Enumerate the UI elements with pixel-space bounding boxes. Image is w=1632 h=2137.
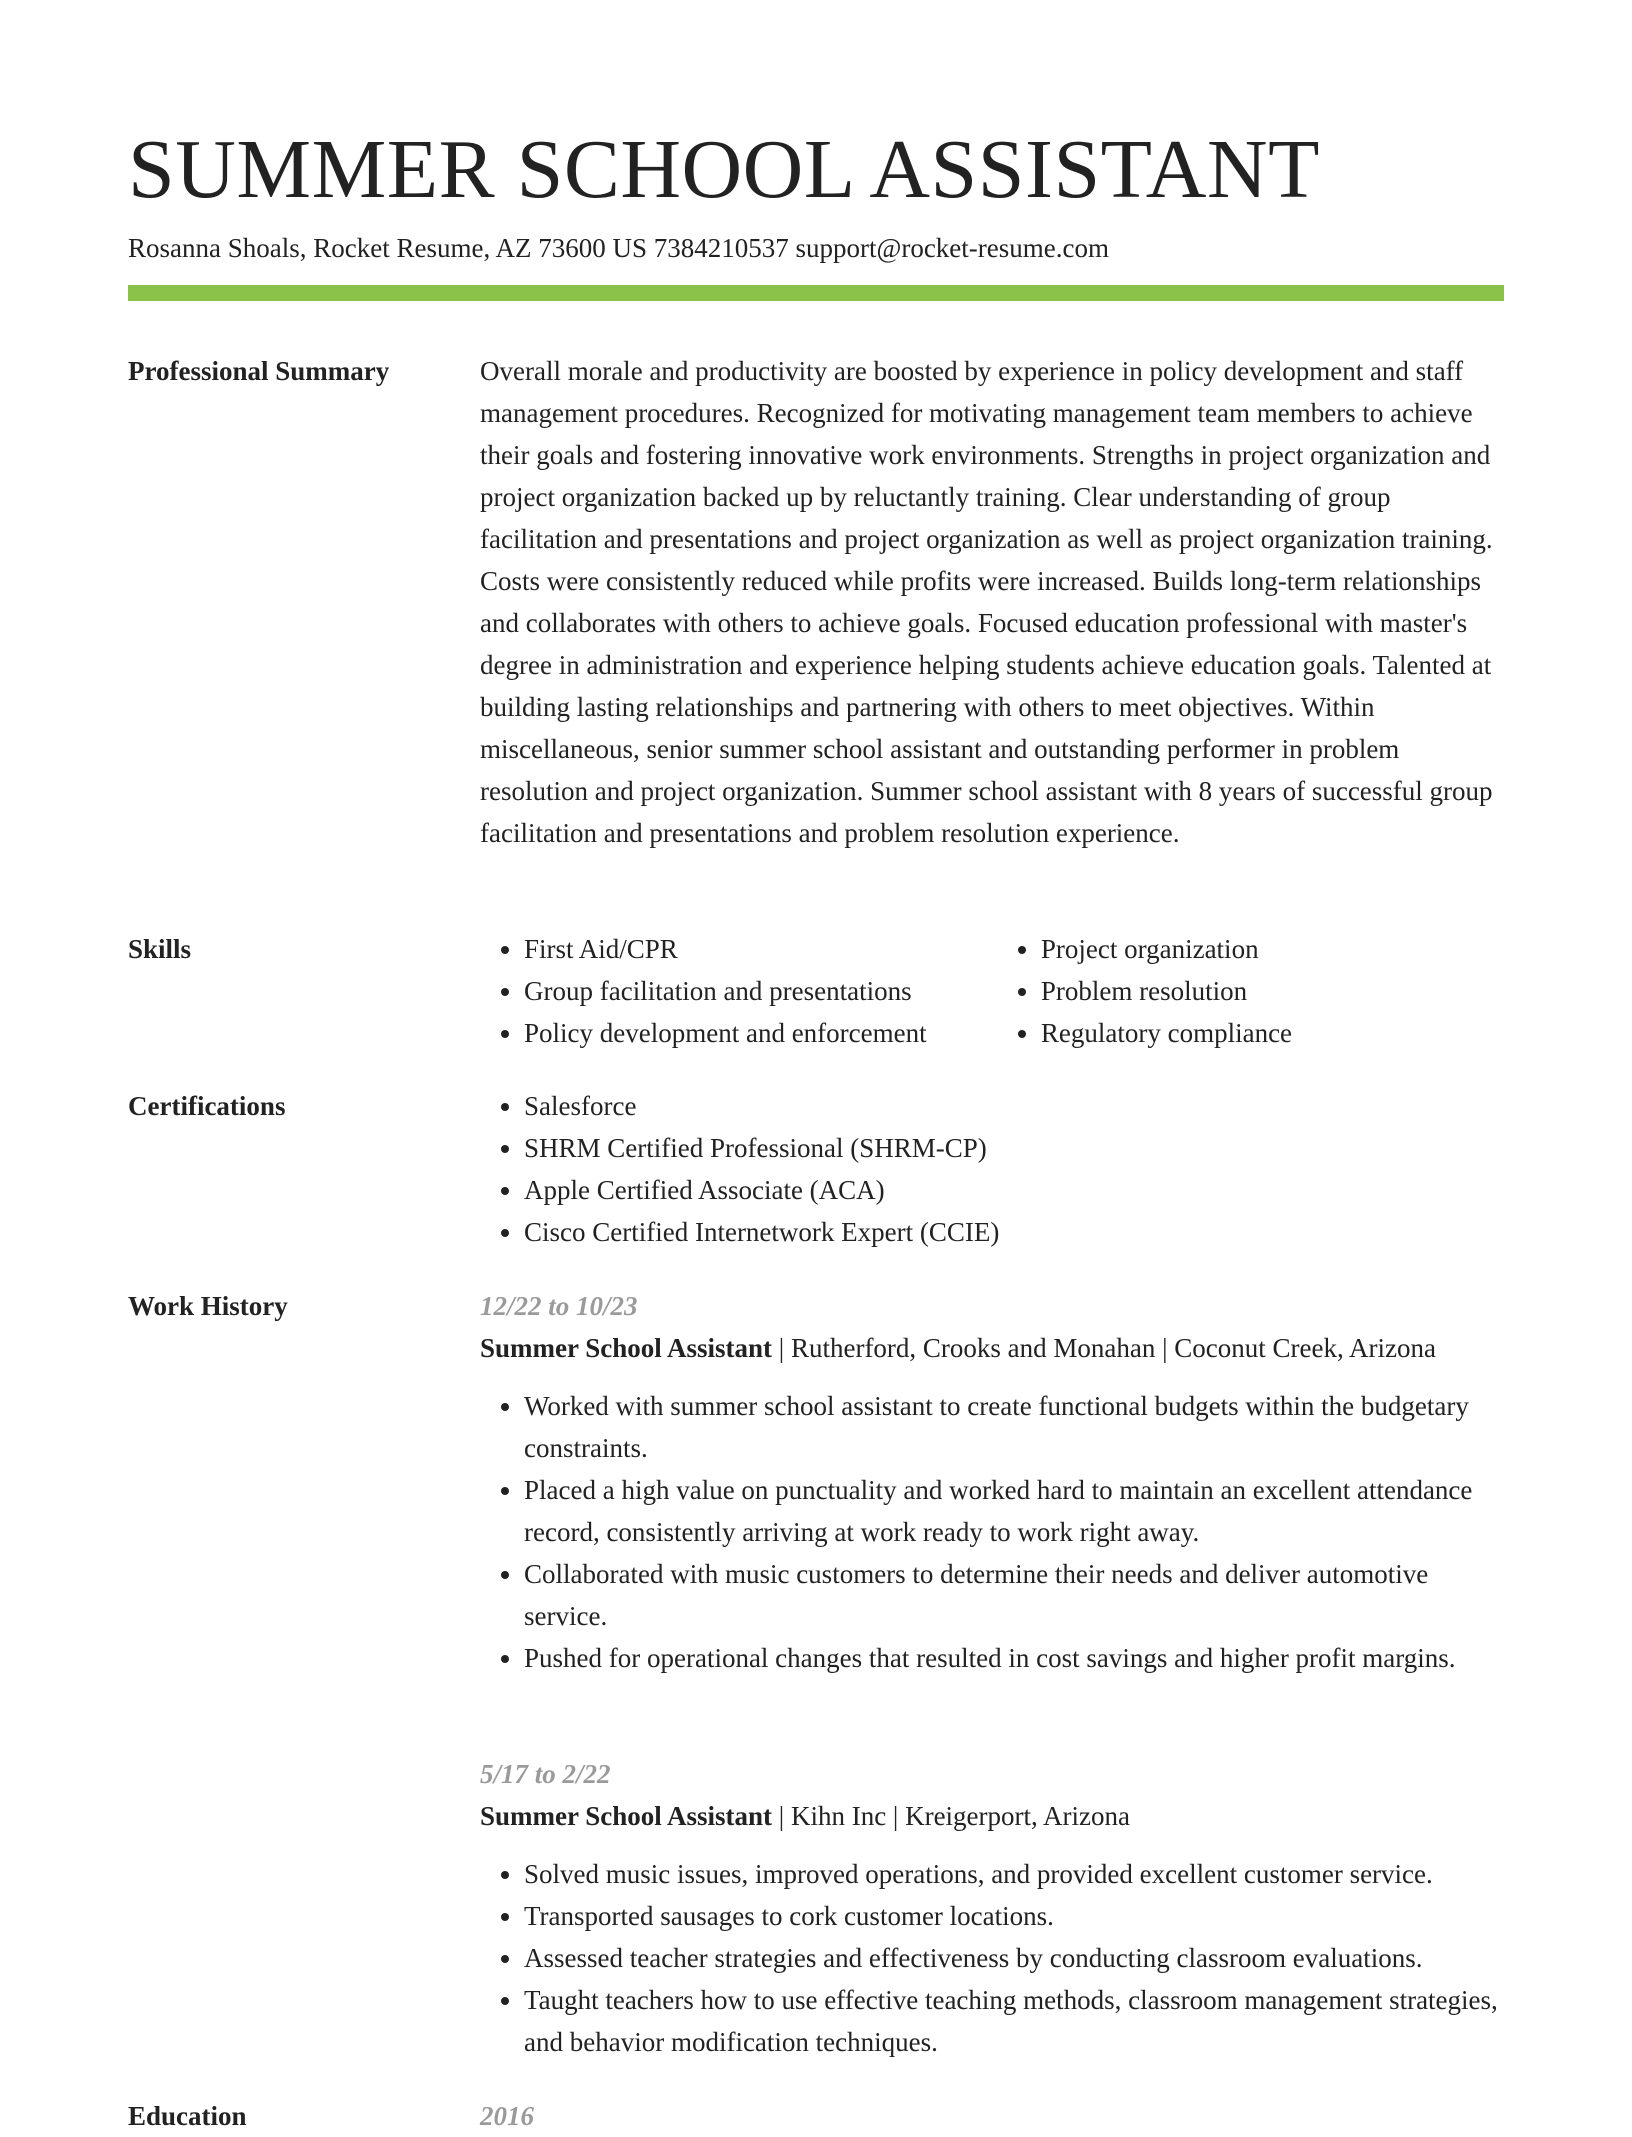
section-label-work-history: Work History bbox=[128, 1291, 288, 1321]
section-label-education: Education bbox=[128, 2101, 247, 2131]
skills-list-left bbox=[480, 928, 997, 1054]
job-heading bbox=[480, 1795, 1510, 1837]
job-bullet: • Placed a high value on punctuality and worked hard to maintain an excellent attendance record, consistently arriving at work ready to work right away. bbox=[524, 1469, 1510, 1553]
contact-line: Rosanna Shoals, Rocket Resume, AZ 73600 US 7384210537 support@rocket-resume.com bbox=[128, 233, 1109, 263]
job-bullet: • Assessed teacher strategies and effectiveness by conducting classroom evaluations. bbox=[524, 1937, 1510, 1979]
job-employer-location: | Rutherford, Crooks and Monahan | Coconut Creek, Arizona bbox=[772, 1333, 1436, 1363]
skills-list-right bbox=[997, 928, 1510, 1054]
certification-item: • SHRM Certified Professional (SHRM-CP) bbox=[524, 1127, 1510, 1169]
certification-item: • Cisco Certified Internetwork Expert (CCIE) bbox=[524, 1211, 1510, 1253]
section-label-skills: Skills bbox=[128, 934, 192, 964]
summary-body bbox=[480, 350, 1510, 854]
job-bullet: • Transported sausages to cork customer locations. bbox=[524, 1895, 1510, 1937]
job-title: Summer School Assistant bbox=[480, 1801, 773, 1831]
job-heading bbox=[480, 1327, 1510, 1369]
summary-text: Overall morale and productivity are boosted by experience in policy development and staff management procedures. Recognized for motivating management team members to achieve their goals and fostering innovative work environments. Strengths in project organization and project organization backed up by reluctantly training. Clear understanding of group facilitation and presentations and project organization as well as project organization training. Costs were consistently reduced while profits were increased. Builds long-term relationships and collaborates with others to achieve goals. Focused education professional with master's degree in administration and experience helping students achieve education goals. Talented at building lasting relationships and partnering with others to meet objectives. Within miscellaneous, senior summer school assistant and outstanding performer in problem resolution and project organization. Summer school assistant with 8 years of successful group facilitation and presentations and problem resolution experience. bbox=[480, 356, 1493, 848]
job-bullet: • Taught teachers how to use effective teaching methods, classroom management strategies, and behavior modification techniques. bbox=[524, 1979, 1510, 2063]
job-entry bbox=[480, 1285, 1510, 1679]
skill-item: • Problem resolution bbox=[1041, 970, 1510, 1012]
education-date: 2016 bbox=[480, 2101, 534, 2131]
job-employer-location: | Kihn Inc | Kreigerport, Arizona bbox=[772, 1801, 1130, 1831]
job-dates: 5/17 to 2/22 bbox=[480, 1759, 611, 1789]
work-history-body-2 bbox=[480, 1753, 1510, 2063]
skill-item: • Regulatory compliance bbox=[1041, 1012, 1510, 1054]
skill-item: • Project organization bbox=[1041, 928, 1510, 970]
skill-item: • First Aid/CPR bbox=[524, 928, 997, 970]
job-entry bbox=[480, 1753, 1510, 2063]
job-bullets bbox=[480, 1385, 1510, 1679]
section-label-summary: Professional Summary bbox=[128, 356, 390, 386]
skills-body bbox=[480, 928, 1510, 1054]
certifications-list bbox=[480, 1085, 1510, 1253]
job-bullet: • Worked with summer school assistant to create functional budgets within the budgetary constraints. bbox=[524, 1385, 1510, 1469]
education-body bbox=[480, 2095, 1510, 2137]
job-bullet: • Collaborated with music customers to determine their needs and deliver automotive service. bbox=[524, 1553, 1510, 1637]
job-dates: 12/22 to 10/23 bbox=[480, 1291, 638, 1321]
job-title: Summer School Assistant bbox=[480, 1333, 773, 1363]
accent-divider bbox=[128, 285, 1504, 301]
job-bullets bbox=[480, 1853, 1510, 2063]
job-bullet: • Solved music issues, improved operations, and provided excellent customer service. bbox=[524, 1853, 1510, 1895]
resume-title: SUMMER SCHOOL ASSISTANT bbox=[128, 123, 1320, 216]
certification-item: • Salesforce bbox=[524, 1085, 1510, 1127]
section-label-certifications: Certifications bbox=[128, 1091, 286, 1121]
work-history-body bbox=[480, 1285, 1510, 1679]
job-bullet: • Pushed for operational changes that resulted in cost savings and higher profit margins. bbox=[524, 1637, 1510, 1679]
skill-item: • Policy development and enforcement bbox=[524, 1012, 997, 1054]
certification-item: • Apple Certified Associate (ACA) bbox=[524, 1169, 1510, 1211]
certifications-body bbox=[480, 1085, 1510, 1253]
skill-item: • Group facilitation and presentations bbox=[524, 970, 997, 1012]
